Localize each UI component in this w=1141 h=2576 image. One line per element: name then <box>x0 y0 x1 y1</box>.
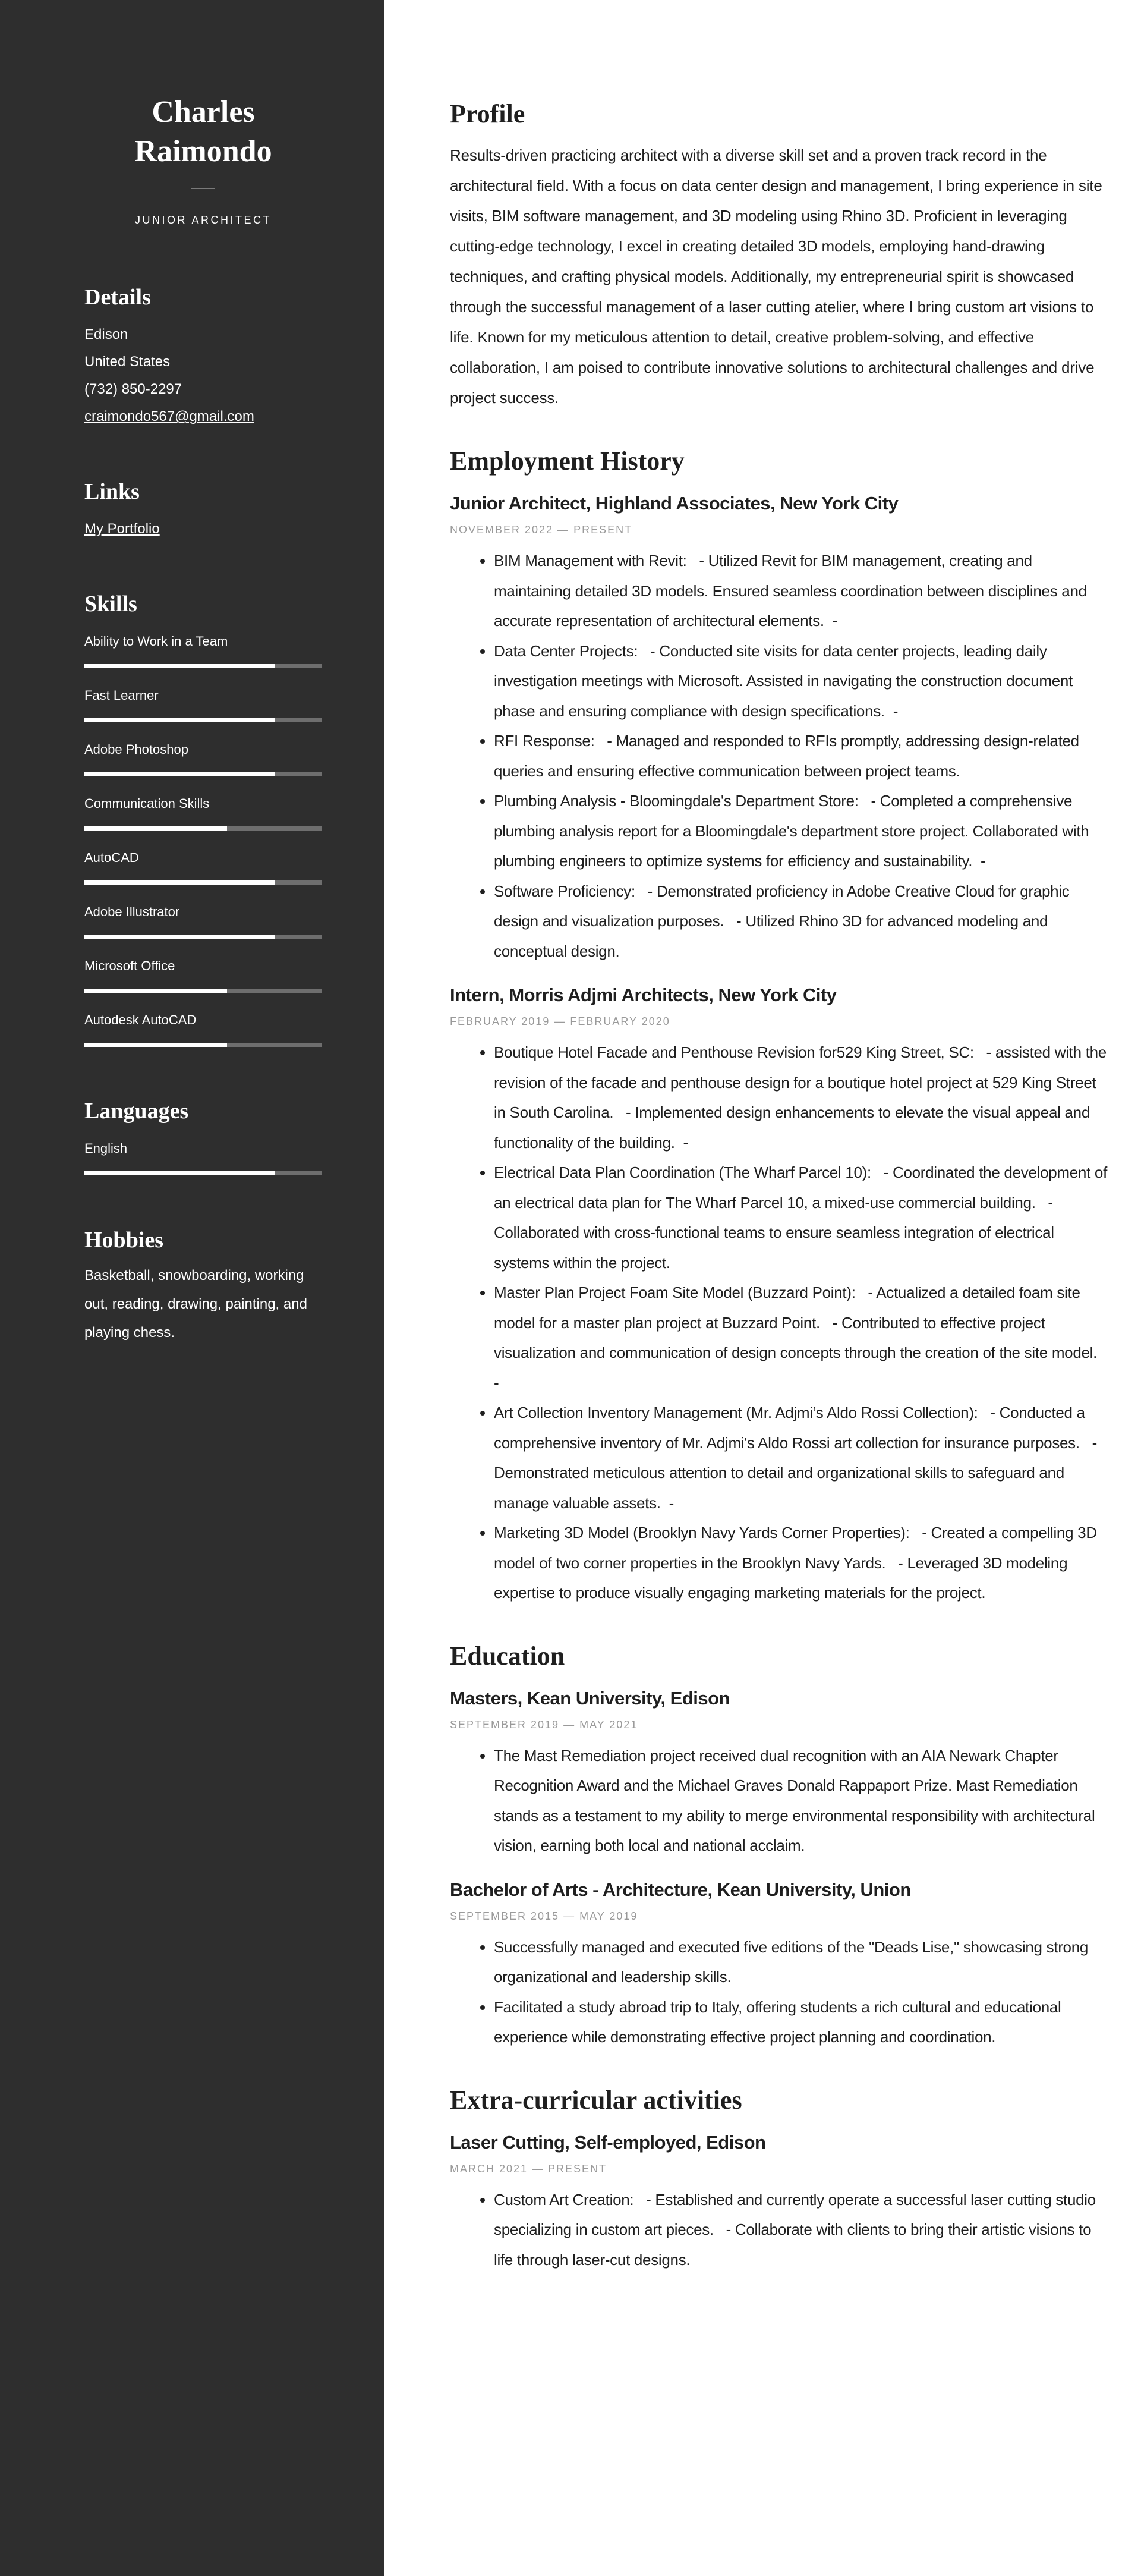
bullet-item: • Plumbing Analysis - Bloomingdale's Department Store: - Completed a comprehensive plumbing analysis report for a Bloomingdale's department store project. Collaborated with plumbing engineers to optimize systems for efficiency and sustainability. - <box>494 786 1110 876</box>
entry-title: Intern, Morris Adjmi Architects, New York City <box>450 985 837 1005</box>
links-heading: Links <box>84 479 140 504</box>
entry-title: Masters, Kean University, Edison <box>450 1687 730 1709</box>
entry-date-range: FEBRUARY 2019 — FEBRUARY 2020 <box>450 1015 670 1027</box>
bullet-item: • Electrical Data Plan Coordination (The Wharf Parcel 10): - Coordinated the development of an electrical data plan for The Wharf Parcel 10, a mixed-use commercial building. - Collaborated with cross-functional teams to ensure seamless integration of electrical systems within the project. <box>494 1158 1110 1278</box>
first-name: Charles <box>152 95 255 129</box>
bullet-item: • Boutique Hotel Facade and Penthouse Revision for529 King Street, SC: - assisted with the revision of the facade and penthouse design for a boutique hotel project at 529 King Street in South Carolina. - Implemented design enhancements to elevate the visual appeal and functionality of the building. - <box>494 1037 1110 1158</box>
skill-level-bar <box>84 935 322 939</box>
name-divider <box>191 188 215 189</box>
entry-bullets <box>450 1741 1110 1861</box>
job-title: JUNIOR ARCHITECT <box>134 214 272 226</box>
entry <box>450 982 1110 1608</box>
entry-date-range: SEPTEMBER 2019 — MAY 2021 <box>450 1718 638 1731</box>
section-heading: Education <box>450 1641 565 1671</box>
section-extra-curricular-activities <box>450 2084 1110 2275</box>
hobbies-heading: Hobbies <box>84 1228 164 1253</box>
bullet-item: • Data Center Projects: - Conducted site visits for data center projects, leading daily investigation meetings with Microsoft. Assisted in navigating the construction document phase and ensuring compliance with design specifications. - <box>494 636 1110 726</box>
skill-level-bar <box>84 718 322 722</box>
entry-title: Laser Cutting, Self-employed, Edison <box>450 2131 766 2153</box>
city: Edison <box>84 326 128 342</box>
skill-level-bar <box>84 880 322 885</box>
skill-level-fill <box>84 718 275 722</box>
entry <box>450 2130 1110 2275</box>
skill-label: Adobe Photoshop <box>84 742 188 757</box>
skill-level-fill <box>84 989 227 993</box>
hobbies-section <box>84 1225 322 1347</box>
skill-level-bar <box>84 772 322 776</box>
links-section <box>84 477 322 543</box>
email-link[interactable]: craimondo567@gmail.com <box>84 408 254 424</box>
profile-heading: Profile <box>450 99 525 128</box>
entry-bullets <box>450 1932 1110 2052</box>
language-level-fill <box>84 1171 275 1175</box>
section-heading: Extra-curricular activities <box>450 2085 742 2115</box>
skill-level-fill <box>84 664 275 668</box>
section-education <box>450 1640 1110 2052</box>
skill-label: AutoCAD <box>84 850 139 865</box>
hobbies-text: Basketball, snowboarding, working out, reading, drawing, painting, and playing chess. <box>84 1267 307 1341</box>
portfolio-link[interactable]: My Portfolio <box>84 521 160 537</box>
main-content <box>450 0 1110 2275</box>
entry-bullets <box>450 2185 1110 2275</box>
profile-text: Results-driven practicing architect with a diverse skill set and a proven track record in the architectural field. With a focus on data center design and management, I bring experience in site visits, BIM software management, and 3D modeling using Rhino 3D. Proficient in leveraging cutting-edge technology, I excel in creating detailed 3D models, employing hand-drawing techniques, and crafting physical models. Additionally, my entrepreneurial spirit is showcased through the successful management of a laser cutting atelier, where I bring custom art visions to life. Known for my meticulous attention to detail, creative problem-solving, and effective collaboration, I am poised to contribute innovative solutions to architectural challenges and drive project success. <box>450 146 1102 407</box>
bullet-item: • Successfully managed and executed five editions of the "Deads Lise," showcasing strong organizational and leadership skills. <box>494 1932 1110 1992</box>
skill-level-fill <box>84 826 227 831</box>
skill-level-fill <box>84 772 275 776</box>
section-employment-history <box>450 445 1110 1608</box>
languages-section <box>84 1096 322 1175</box>
entry <box>450 1685 1110 1861</box>
languages-heading: Languages <box>84 1099 189 1124</box>
entry <box>450 490 1110 966</box>
skills-section <box>84 589 322 1047</box>
skill-label: Ability to Work in a Team <box>84 634 228 649</box>
details-heading: Details <box>84 285 151 310</box>
phone: (732) 850-2297 <box>84 381 182 397</box>
entry-title: Bachelor of Arts - Architecture, Kean University, Union <box>450 1879 911 1900</box>
bullet-item: • Custom Art Creation: - Established and currently operate a successful laser cutting studio specializing in custom art pieces. - Collaborate with clients to bring their artistic visions to life through laser-cut designs. <box>494 2185 1110 2275</box>
bullet-item: • RFI Response: - Managed and responded to RFIs promptly, addressing design-related queries and ensuring effective communication between project teams. <box>494 726 1110 786</box>
entry-bullets <box>450 546 1110 966</box>
entry-date-range: SEPTEMBER 2015 — MAY 2019 <box>450 1910 638 1922</box>
skill-level-fill <box>84 880 275 885</box>
skill-label: Microsoft Office <box>84 958 175 973</box>
entry-date-range: NOVEMBER 2022 — PRESENT <box>450 524 633 536</box>
entry <box>450 1877 1110 2052</box>
bullet-item: • The Mast Remediation project received dual recognition with an AIA Newark Chapter Recognition Award and the Michael Graves Donald Rappaport Prize. Mast Remediation stands as a testament to my ability to merge environmental responsibility with architectural vision, earning both local and national acclaim. <box>494 1741 1110 1861</box>
skill-level-bar <box>84 989 322 993</box>
bullet-item: • Master Plan Project Foam Site Model (Buzzard Point): - Actualized a detailed foam site model for a master plan project at Buzzard Point. - Contributed to effective project visualization and communication of design concepts through the creation of the site model. - <box>494 1278 1110 1398</box>
skill-level-fill <box>84 935 275 939</box>
language-label: English <box>84 1141 128 1156</box>
bullet-item: • Facilitated a study abroad trip to Italy, offering students a rich cultural and educational experience while demonstrating effective project planning and coordination. <box>494 1992 1110 2052</box>
entry-date-range: MARCH 2021 — PRESENT <box>450 2162 607 2175</box>
skill-label: Adobe Illustrator <box>84 904 180 919</box>
details-section <box>84 282 322 430</box>
bullet-item: • Art Collection Inventory Management (Mr. Adjmi’s Aldo Rossi Collection): - Conducted a comprehensive inventory of Mr. Adjmi's Aldo Rossi art collection for insurance purposes. - Demonstrated meticulous attention to detail and organizational skills to safeguard and manage valuable assets. - <box>494 1398 1110 1518</box>
entry-bullets <box>450 1037 1110 1608</box>
skill-level-bar <box>84 1043 322 1047</box>
skill-level-bar <box>84 826 322 831</box>
bullet-item: • Software Proficiency: - Demonstrated proficiency in Adobe Creative Cloud for graphic design and visualization purposes. - Utilized Rhino 3D for advanced modeling and conceptual design. <box>494 876 1110 967</box>
skill-level-fill <box>84 1043 227 1047</box>
skill-label: Communication Skills <box>84 796 210 811</box>
skill-label: Autodesk AutoCAD <box>84 1012 197 1027</box>
skill-label: Fast Learner <box>84 688 159 703</box>
entry-title: Junior Architect, Highland Associates, New York City <box>450 493 899 514</box>
skill-level-bar <box>84 664 322 668</box>
last-name: Raimondo <box>134 134 272 168</box>
section-heading: Employment History <box>450 446 685 476</box>
bullet-item: • BIM Management with Revit: - Utilized Revit for BIM management, creating and maintaining detailed 3D models. Ensured seamless coordination between disciplines and accurate representation of architectural elements. - <box>494 546 1110 636</box>
sidebar <box>0 0 384 2576</box>
country: United States <box>84 354 171 370</box>
skills-heading: Skills <box>84 592 137 617</box>
candidate-name <box>84 93 322 171</box>
profile-section <box>450 97 1110 413</box>
bullet-item: • Marketing 3D Model (Brooklyn Navy Yards Corner Properties): - Created a compelling 3D model of two corner properties in the Brooklyn Navy Yards. - Leveraged 3D modeling expertise to produce visually engaging marketing materials for the project. <box>494 1518 1110 1608</box>
language-level-bar <box>84 1171 322 1175</box>
